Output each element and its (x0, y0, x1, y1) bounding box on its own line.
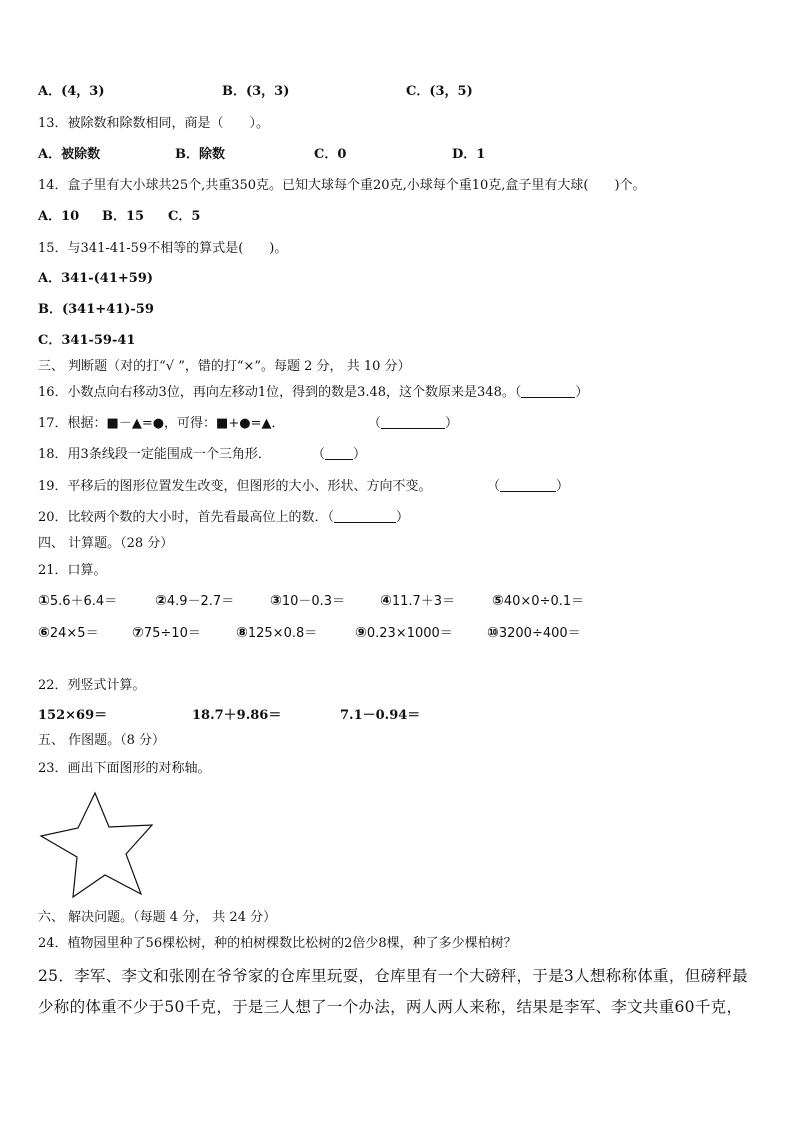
oral-expression: 10－0.3＝ (281, 594, 346, 609)
oral-expression: 24×5＝ (49, 626, 99, 641)
six-pointed-star-figure (38, 790, 168, 902)
oral-expression: 40×0÷0.1＝ (503, 594, 585, 609)
number-mark: ③ (270, 593, 282, 609)
oral-item-2 (155, 593, 234, 610)
q16-text: 16．小数点向右移动3位，再向左移动1位，得到的数是3.48，这个数原来是348。（ (38, 385, 522, 400)
answer-blank[interactable] (500, 479, 556, 492)
number-mark: ② (155, 593, 167, 609)
oral-expression: 3200÷400＝ (498, 626, 581, 641)
open-paren: （ (487, 479, 501, 494)
oral-item-9 (355, 625, 453, 642)
q18-text: 18．用3条线段一定能围成一个三角形． (38, 447, 271, 462)
oral-expression: 11.7＋3＝ (391, 594, 456, 609)
q19 (38, 479, 432, 495)
q13-stem: 13．被除数和除数相同，商是（ ）。 (38, 116, 270, 131)
q13-option-c: C．0 (314, 147, 347, 162)
q20 (38, 510, 409, 526)
q17 (38, 416, 284, 432)
q14-option-b: B．15 (102, 209, 145, 224)
q19-answer (487, 479, 569, 495)
oral-expression: 5.6＋6.4＝ (49, 594, 118, 609)
section-6-heading: 六、 解决问题。（每题 4 分， 共 24 分） (38, 910, 277, 925)
oral-item-10 (487, 625, 581, 642)
q17-text: 17．根据：■－▲=●，可得：■+●=▲． (38, 416, 285, 431)
q18 (38, 447, 271, 463)
number-mark: ⑤ (492, 593, 504, 609)
section-5-heading: 五、 作图题。（8 分） (38, 733, 166, 748)
close-paren: ） (556, 479, 570, 494)
oral-item-3 (270, 593, 345, 610)
q15-option-b: B．(341+41)-59 (38, 302, 154, 317)
q13-option-b: B．除数 (175, 147, 225, 162)
q20-text: 20．比较两个数的大小时，首先看最高位上的数．（ (38, 510, 335, 525)
number-mark: ⑩ (487, 625, 499, 641)
number-mark: ⑧ (236, 625, 248, 641)
q17-answer (368, 416, 458, 432)
q23-stem: 23．画出下面图形的对称轴。 (38, 761, 211, 776)
q12-option-b: B．(3，3) (222, 84, 290, 99)
q14-option-c: C．5 (168, 209, 201, 224)
q21-stem: 21．口算。 (38, 563, 107, 578)
answer-blank[interactable] (325, 447, 353, 460)
oral-expression: 0.23×1000＝ (366, 626, 453, 641)
oral-item-7 (132, 625, 201, 642)
q12-option-a: A．(4，3) (38, 84, 105, 99)
section-3-heading: 三、 判断题（对的打“√ ”，错的打“×”。每题 2 分， 共 10 分） (38, 359, 411, 374)
q12-option-c: C．(3，5) (406, 84, 473, 99)
q15-option-a: A．341-(41+59) (38, 271, 153, 286)
q13-option-a: A．被除数 (38, 147, 101, 162)
oral-item-1 (38, 593, 117, 610)
oral-item-5 (492, 593, 584, 610)
number-mark: ⑦ (132, 625, 144, 641)
q25-line-2: 少称的体重不少于50千克，于是三人想了一个办法，两人两人来称，结果是李军、李文共重60千克， (38, 998, 743, 1016)
open-paren: （ (368, 416, 382, 431)
vertical-calc-3: 7.1－0.94＝ (340, 708, 421, 723)
answer-blank[interactable] (521, 385, 575, 398)
open-paren: （ (312, 447, 326, 462)
q14-stem: 14．盒子里有大小球共25个,共重350克。已知大球每个重20克,小球每个重10克,盒子里有大球( )个。 (38, 178, 646, 193)
close-paren: ） (353, 447, 367, 462)
number-mark: ① (38, 593, 50, 609)
number-mark: ⑨ (355, 625, 367, 641)
q19-text: 19．平移后的图形位置发生改变，但图形的大小、形状、方向不变。 (38, 479, 432, 494)
close-paren: ） (396, 510, 410, 525)
star-outline (41, 793, 152, 897)
vertical-calc-1: 152×69＝ (38, 708, 108, 723)
q14-option-a: A．10 (38, 209, 80, 224)
oral-item-8 (236, 625, 317, 642)
oral-expression: 75÷10＝ (143, 626, 201, 641)
q15-stem: 15．与341-41-59不相等的算式是( )。 (38, 241, 288, 256)
q25-line-1: 25．李军、李文和张刚在爷爷家的仓库里玩耍，仓库里有一个大磅秤，于是3人想称称体重，但磅秤最 (38, 967, 748, 985)
q24-stem: 24．植物园里种了56棵松树，种的柏树棵数比松树的2倍少8棵，种了多少棵柏树？ (38, 936, 517, 951)
close-paren: ） (575, 385, 589, 400)
oral-item-4 (380, 593, 455, 610)
vertical-calc-2: 18.7＋9.86＝ (192, 708, 282, 723)
q16 (38, 385, 588, 401)
oral-expression: 4.9－2.7＝ (166, 594, 235, 609)
oral-item-6 (38, 625, 99, 642)
number-mark: ⑥ (38, 625, 50, 641)
q18-answer (312, 447, 366, 463)
close-paren: ） (445, 416, 459, 431)
section-4-heading: 四、 计算题。（28 分） (38, 536, 174, 551)
answer-blank[interactable] (381, 416, 445, 429)
q15-option-c: C．341-59-41 (38, 333, 136, 348)
answer-blank[interactable] (334, 510, 396, 523)
number-mark: ④ (380, 593, 392, 609)
oral-expression: 125×0.8＝ (247, 626, 318, 641)
q22-stem: 22．列竖式计算。 (38, 678, 146, 693)
q13-option-d: D．1 (452, 147, 486, 162)
